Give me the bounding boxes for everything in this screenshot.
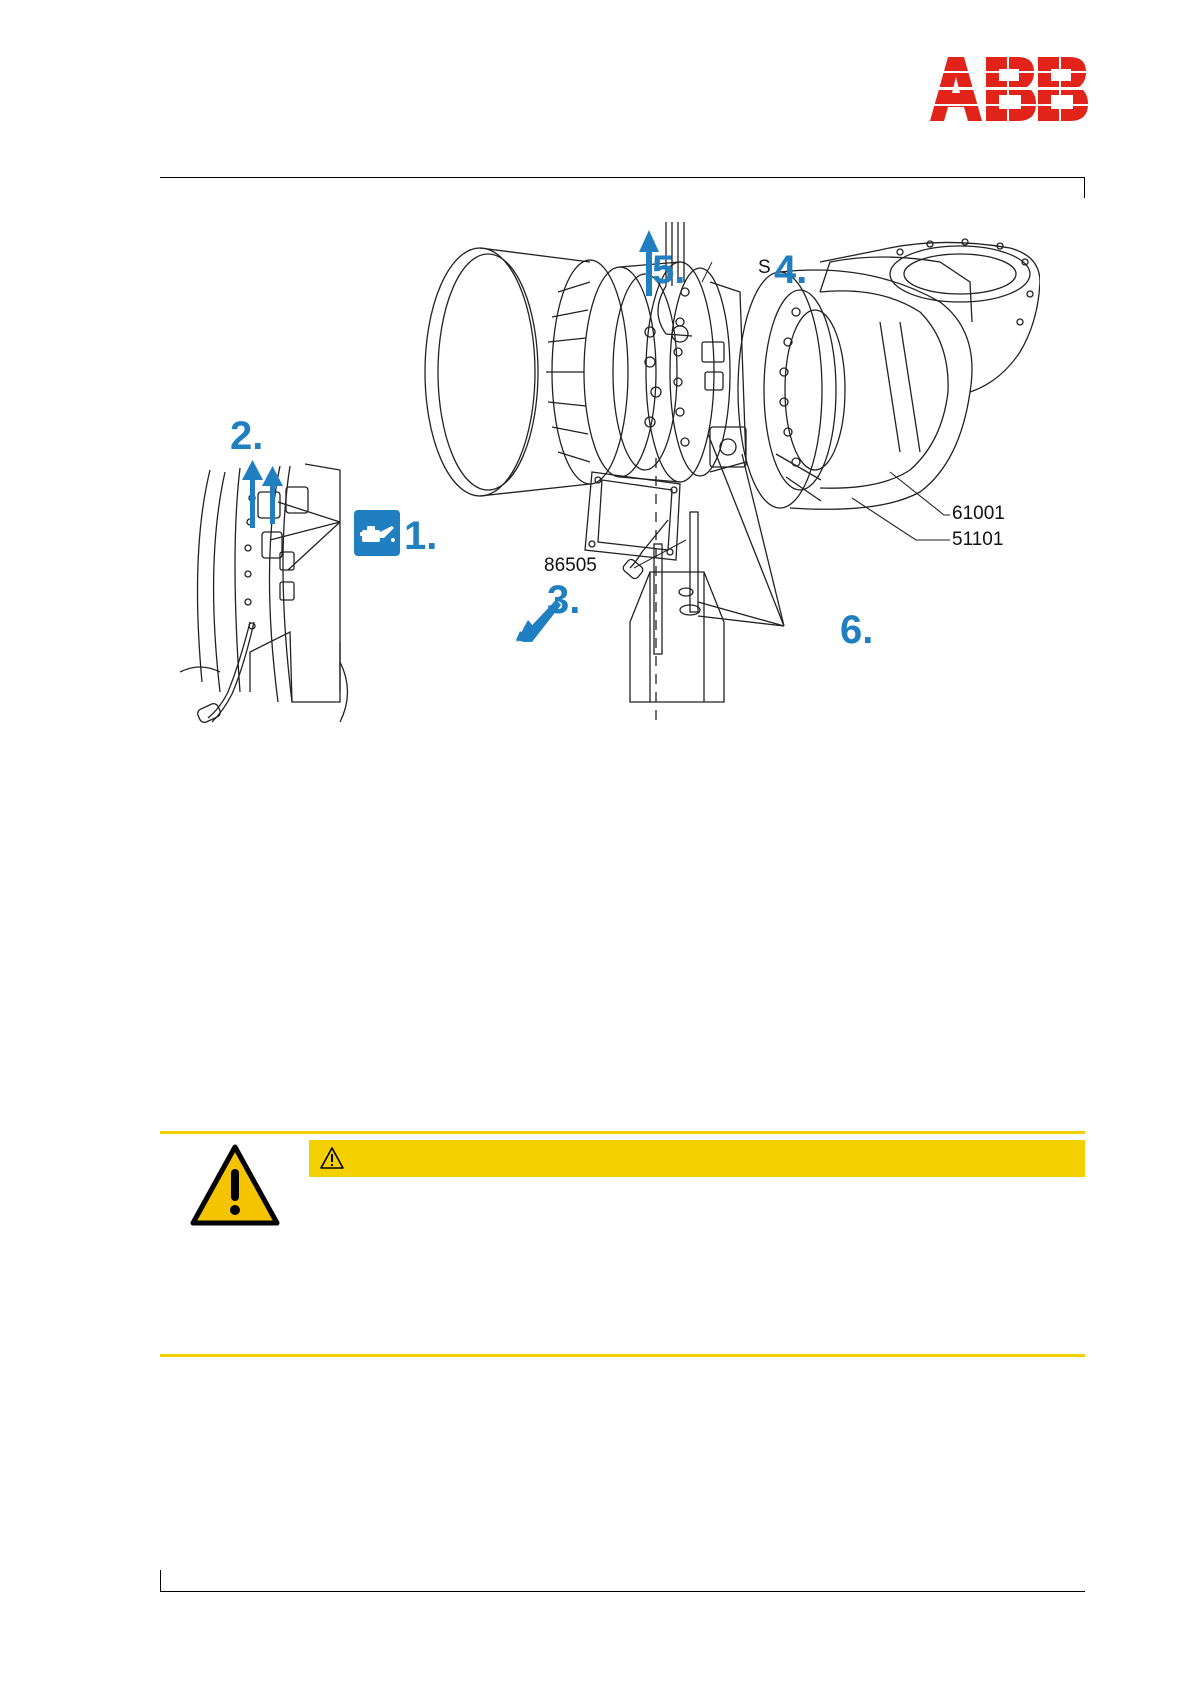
- part-number-86505: 86505: [544, 555, 597, 576]
- callout-3: 3.: [547, 578, 581, 622]
- callout-1: 1.: [404, 514, 438, 558]
- illustration-drawing: [180, 222, 1040, 730]
- part-number-51101: 51101: [952, 529, 1004, 550]
- callout-4: 4.: [774, 248, 808, 292]
- callout-6: 6.: [840, 608, 874, 652]
- callout-2: 2.: [230, 414, 264, 458]
- abb-logo: [930, 57, 1088, 121]
- callout-5: 5.: [652, 248, 686, 292]
- oil-can-icon: [354, 510, 400, 556]
- bearing-casing-detail: [180, 464, 348, 724]
- warning-triangle-small-icon: [319, 1146, 345, 1170]
- turbocharger-illustration: [180, 222, 1040, 730]
- footer-rule: [160, 1591, 1085, 1592]
- warning-triangle-icon: [189, 1143, 281, 1227]
- turbocharger-main: [425, 222, 1040, 722]
- footer-tick: [160, 1570, 161, 1591]
- warning-top-rule: [160, 1131, 1085, 1134]
- part-number-61001: 61001: [952, 503, 1005, 524]
- header-rule: [160, 177, 1085, 178]
- header-tick: [1084, 177, 1085, 198]
- warning-bottom-rule: [160, 1354, 1085, 1357]
- warning-signal-bar: [309, 1140, 1085, 1177]
- marker-s: S: [758, 257, 771, 278]
